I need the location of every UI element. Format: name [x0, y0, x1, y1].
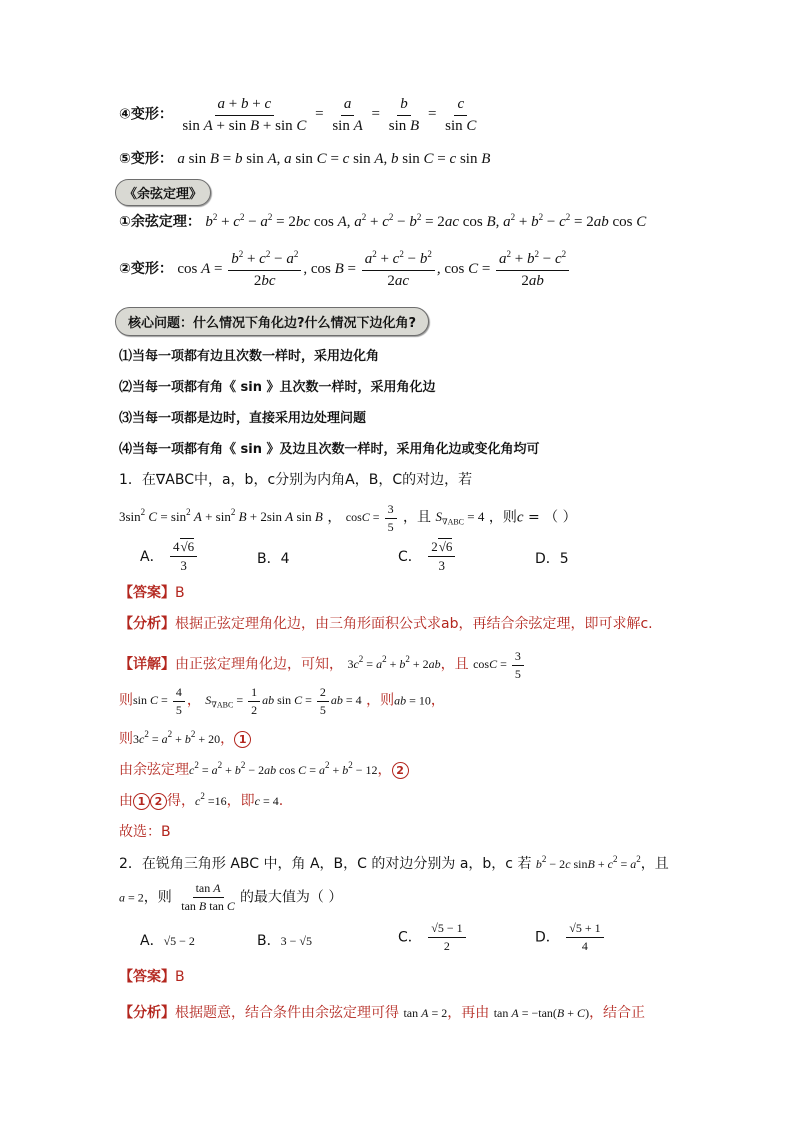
q1-stem: 1．在∇ABC中，a，b，c分别为内角A，B，C的对边，若 — [119, 472, 473, 488]
cos-item1-label: ①余弦定理： — [119, 214, 201, 230]
q1-condition: $3\sin^2$ $C = \sin^2 A + \sin^2 B + 2\sin$ A sin B ， cosC = $\frac{3}{5}$ ，且 $S_{\nabla ABC} = 4$ ，则c = （ ） — [119, 502, 577, 535]
circled-one-icon: 1 — [234, 731, 251, 748]
formula-cross-multiply: a sin B = b sin A, a sin C = c sin A, b sin C = c sin B — [177, 151, 491, 167]
q2-option-b[interactable]: B．3 − √5 — [257, 933, 312, 949]
law-of-sines-variant-5 — [119, 148, 490, 168]
q1-answer — [119, 582, 185, 602]
cosine-law-variant — [119, 250, 571, 289]
answer-tag: 【答案】 — [119, 969, 175, 985]
cos-item2-label: ②变形： — [119, 260, 173, 277]
rule-item: ⑴当每一项都有边且次数一样时，采用边化角 — [119, 349, 380, 364]
q1-option-b[interactable]: B．4 — [257, 551, 290, 567]
q1-option-a[interactable]: A． $\frac{4√6}{3}$ — [140, 540, 199, 574]
analysis-text: 根据正弦定理角化边，由三角形面积公式求ab，再结合余弦定理，即可求解c. — [175, 616, 653, 632]
q1-step-sin: 则sin C = $\frac{4}{5}$ ， $S_{\nabla ABC}$ = $\frac{1}{2}$ ab sin C = $\frac{2}{5}$ ab = 4 ，则ab = 10， — [119, 685, 445, 718]
detail-text: 由正弦定理角化边，可知， — [175, 656, 343, 673]
q1-analysis — [119, 613, 653, 633]
cosine-law-badge: 《余弦定理》 — [115, 179, 211, 206]
law-of-sines-variant-4 — [119, 96, 481, 134]
core-question-badge: 核心问题：什么情况下角化边?什么情况下边化角? — [115, 307, 429, 336]
analysis-tag: 【分析】 — [119, 616, 175, 632]
analysis-tag: 【分析】 — [119, 1005, 175, 1021]
formula-ratio-sum: $\frac{a + b + c}{\text{sin A + sin B + sin C}}$ = $\frac{a}{\text{sin A}}$ = $\frac{b}{\text{sin B}}$ = $\frac{c}{\text{sin C}}$ — [182, 96, 477, 134]
q1-option-d[interactable]: D．5 — [535, 551, 569, 567]
circled-two-icon: 2 — [392, 762, 409, 779]
q2-stem: 2．在锐角三角形 ABC 中，角 A，B，C 的对边分别为 a，b，c 若 $b^2 - 2c$ $\sin B + c^2 = a^2$，且 — [119, 854, 669, 872]
q2-stem-2: a = 2，则 $\frac{\text{tan A}}{\text{tan B tan C}}$ 的最大值为（ ） — [119, 881, 343, 914]
q2-option-a[interactable]: A．√5 − 2 — [140, 933, 195, 949]
rule-item: ⑷当每一项都有角《 sin 》及边且次数一样时，采用角化边或变化角均可 — [119, 442, 540, 457]
answer-value: B — [175, 585, 185, 601]
q1-option-c[interactable]: C． $\frac{2√6}{3}$ — [398, 540, 457, 574]
rule-item: ⑵当每一项都有角《 sin 》且次数一样时，采用角化边 — [119, 380, 436, 395]
q1-step-result: 由 1 2 得，$c^2 =16$，即c = 4. — [119, 791, 284, 809]
rule-item: ⑶当每一项都是边时，直接采用边处理问题 — [119, 411, 367, 426]
q1-conclusion: 故选：B — [119, 824, 171, 840]
detail-tag: 【详解】 — [119, 656, 175, 673]
formula-cosine-fractions: cos A = $\frac{b^2 + c^2 - a^2}{2bc}$ , cos B = $\frac{a^2 + c^2 - b^2}{2ac}$ , cos C = $\frac{a^2 + b^2 - c^2}{2ab}$ — [177, 261, 571, 277]
answer-value: B — [175, 969, 185, 985]
q2-analysis: 【分析】根据题意，结合条件由余弦定理可得 tan A = 2，再由 tan A = −tan(B + C)，结合正 — [119, 1005, 646, 1021]
circled-two-icon: 2 — [150, 793, 167, 810]
answer-tag: 【答案】 — [119, 585, 175, 601]
q2-answer — [119, 966, 185, 986]
item4-label: ④变形： — [119, 106, 173, 123]
q2-option-c[interactable]: C． $\frac{√5 - 1}{2}$ — [398, 922, 468, 953]
q1-step-eq1: 则$3c^2 = a^2 + b^2 + 20$， 1 — [119, 728, 251, 748]
circled-one-icon: 1 — [133, 793, 150, 810]
formula-cosine-law: $b^2 + c^2 - a^2 = 2bc$ cos A, $a^2 + c^2 - b^2 = 2ac$ cos B, $a^2 + b^2 - c^2 = 2ab$ cos C — [205, 212, 647, 230]
cosine-law-statement — [119, 211, 646, 231]
q1-step-eq2: 由余弦定理$c^2 = a^2 + b^2 - 2ab$ $\cos C = a^2 + b^2 - 12$， 2 — [119, 759, 409, 779]
item5-label: ⑤变形： — [119, 151, 173, 167]
q2-option-d[interactable]: D． $\frac{√5 + 1}{4}$ — [535, 922, 606, 953]
q1-detail: 【详解】由正弦定理角化边，可知， $3c^2 = a^2 + b^2 + 2ab$，且 cosC = $\frac{3}{5}$ — [119, 650, 526, 681]
q1-paren: （ ） — [544, 509, 577, 526]
